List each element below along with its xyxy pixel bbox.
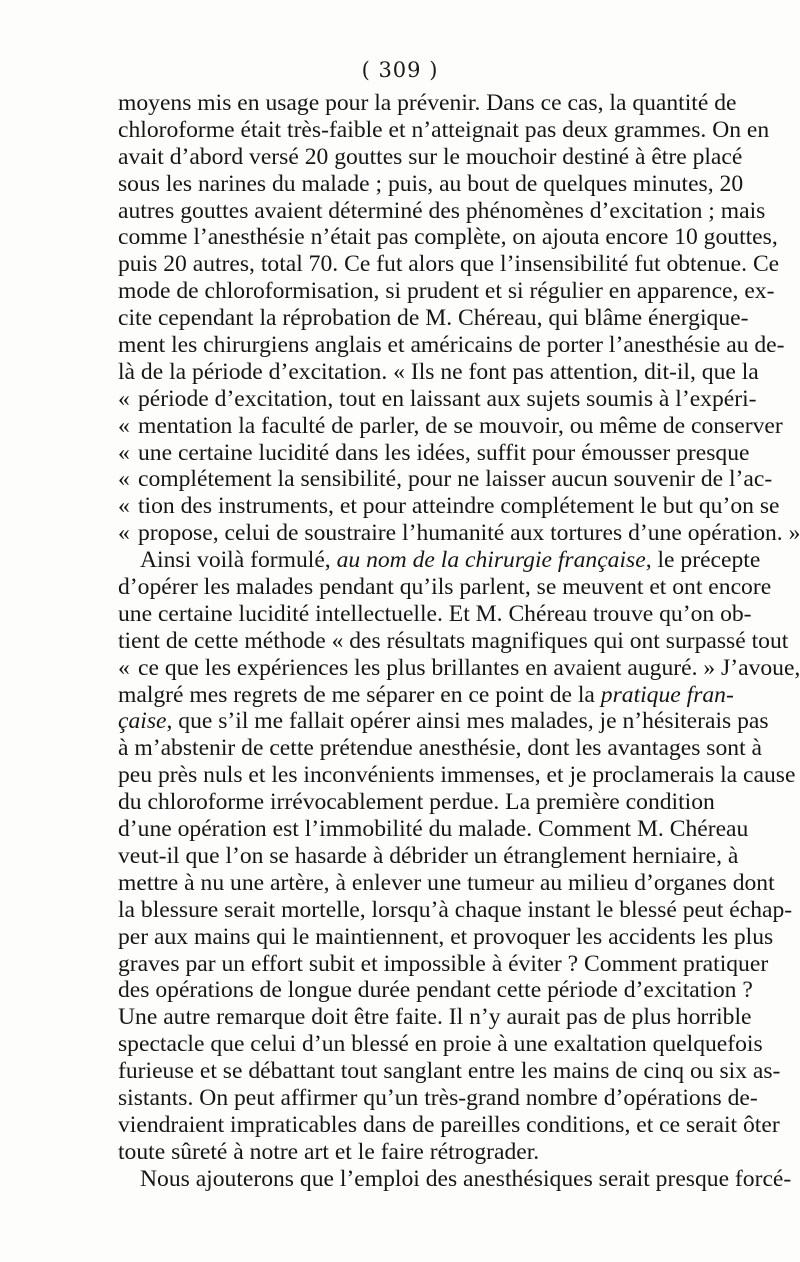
line-text: furieuse et se débattant tout sanglant entre les mains de cinq ou six as- — [118, 1058, 781, 1085]
line-text: du chloroforme irrévocablement perdue. La première condition — [118, 789, 715, 816]
quote-mark: « — [118, 654, 130, 681]
line-text: complétement la sensibilité, pour ne laisser aucun souvenir de l’ac- — [138, 466, 773, 493]
text-line — [118, 547, 761, 574]
quote-mark: « — [118, 520, 130, 547]
line-text: à m’abstenir de cette prétendue anesthésie, dont les avantages sont à — [118, 735, 762, 762]
text-line — [118, 1031, 763, 1058]
text-line — [118, 681, 734, 709]
line-text: malgré mes regrets de me séparer en ce point de la — [118, 681, 601, 708]
line-text: Nous ajouterons que l’emploi des anesthésiques serait presque forcé- — [140, 1165, 792, 1192]
line-text: mode de chloroformisation, si prudent et si régulier en apparence, ex- — [118, 278, 775, 305]
line-text: per aux mains qui le maintiennent, et provoquer les accidents les plus — [118, 923, 774, 950]
italic-text: au nom de la chirurgie française — [336, 547, 646, 574]
text-line — [118, 385, 757, 413]
text-line — [118, 224, 778, 251]
line-text: puis 20 autres, total 70. Ce fut alors que l’insensibilité fut obtenue. Ce — [118, 251, 780, 278]
text-line — [118, 842, 739, 870]
line-text: graves par un effort subit et impossible à éviter ? Comment pratiquer — [118, 950, 769, 977]
text-line — [118, 170, 744, 198]
text-line — [118, 358, 759, 386]
text-line — [118, 1004, 752, 1031]
line-text: autres gouttes avaient déterminé des phénomènes d’excitation ; mais — [118, 197, 766, 224]
line-text: viendraient impraticables dans de pareilles conditions, et ce serait ôter — [118, 1111, 780, 1138]
text-line — [118, 305, 749, 332]
line-text: propose, celui de soustraire l’humanité aux tortures d’une opération. » — [138, 520, 800, 547]
line-text: chloroforme était très-faible et n’atteignait pas deux grammes. On en — [118, 116, 770, 143]
text-line — [118, 574, 772, 601]
line-text: une certaine lucidité intellectuelle. Et M. Chéreau trouve qu’on ob- — [118, 600, 752, 627]
line-text: comme l’anesthésie n’était pas complète, on ajouta encore 10 gouttes, — [118, 224, 778, 251]
line-text: sous les narines du malade ; puis, au bout de quelques minutes, 20 — [118, 170, 744, 197]
text-line — [118, 116, 770, 144]
line-text: , que s’il me fallait opérer ainsi mes malades, je n’hésiterais pas — [166, 708, 769, 735]
quote-mark: « — [118, 493, 130, 520]
line-text: cite cependant la réprobation de M. Chéreau, qui blâme énergique- — [118, 305, 749, 332]
text-line — [118, 332, 785, 359]
text-line — [118, 143, 743, 171]
line-text: d’opérer les malades pendant qu’ils parlent, se meuvent et ont encore — [118, 574, 772, 601]
text-line — [118, 654, 800, 682]
line-text: une certaine lucidité dans les idées, suffit pour émousser presque — [138, 439, 750, 466]
italic-text: çaise — [118, 708, 167, 735]
text-line — [118, 1165, 792, 1193]
text-line — [118, 90, 737, 117]
text-line — [118, 977, 753, 1004]
line-text: tion des instruments, et pour atteindre complétement le but qu’on se — [138, 493, 780, 520]
line-text: avait d’abord versé 20 gouttes sur le mouchoir destiné à être placé — [118, 143, 743, 170]
line-text: d’une opération est l’immobilité du malade. Comment M. Chéreau — [118, 816, 749, 843]
page-number: ( 309 ) — [361, 58, 439, 82]
line-text: la blessure serait mortelle, lorsqu’à chaque instant le blessé peut échap- — [118, 896, 793, 923]
line-text: Une autre remarque doit être faite. Il n’y aurait pas de plus horrible — [118, 1004, 752, 1031]
text-line — [118, 708, 769, 735]
line-text: tient de cette méthode « des résultats magnifiques qui ont surpassé tout — [118, 627, 789, 654]
text-line — [118, 950, 769, 978]
text-line — [118, 1058, 781, 1085]
text-line — [118, 278, 775, 305]
line-text: mettre à nu une artère, à enlever une tumeur au milieu d’organes dont — [118, 869, 775, 896]
text-line — [118, 735, 762, 762]
text-line — [118, 1084, 758, 1112]
quote-mark: « — [118, 385, 130, 412]
quote-mark: « — [118, 439, 130, 466]
text-line — [118, 412, 783, 440]
text-line — [118, 1139, 678, 1166]
line-text: ment les chirurgiens anglais et américains de porter l’anesthésie au de- — [118, 332, 785, 359]
text-line — [118, 923, 774, 951]
line-text: sistants. On peut affirmer qu’un très-grand nombre d’opérations de- — [118, 1084, 758, 1111]
text-line — [118, 493, 780, 520]
text-line — [118, 627, 789, 655]
text-line — [118, 869, 775, 897]
line-text: Ainsi voilà formulé, — [140, 547, 337, 574]
text-line — [118, 466, 773, 493]
text-line — [118, 251, 780, 278]
text-line — [118, 600, 752, 628]
italic-text: pratique fran- — [600, 681, 734, 708]
text-line — [118, 197, 766, 225]
text-line — [118, 789, 715, 816]
text-line — [118, 762, 796, 789]
text-line — [118, 896, 793, 924]
line-text: période d’excitation, tout en laissant aux sujets soumis à l’expéri- — [138, 385, 757, 412]
line-text: veut-il que l’on se hasarde à débrider un étranglement herniaire, à — [118, 842, 739, 869]
line-text: , le précepte — [645, 547, 761, 574]
line-text: spectacle que celui d’un blessé en proie à une exaltation quelquefois — [118, 1031, 763, 1058]
quote-mark: « — [118, 466, 130, 493]
text-line — [118, 1111, 780, 1139]
text-line — [118, 520, 800, 547]
body-text — [118, 90, 800, 1193]
line-text: peu près nuls et les inconvénients immenses, et je proclamerais la cause — [118, 762, 796, 789]
line-text: mentation la faculté de parler, de se mouvoir, ou même de conserver — [138, 412, 783, 439]
text-line — [118, 439, 750, 467]
line-text: des opérations de longue durée pendant cette période d’excitation ? — [118, 977, 753, 1004]
text-line — [118, 816, 749, 843]
line-text: ce que les expériences les plus brillantes en avaient auguré. » J’avoue, — [138, 654, 800, 681]
line-text: moyens mis en usage pour la prévenir. Dans ce cas, la quantité de — [118, 90, 737, 116]
line-text: là de la période d’excitation. « Ils ne font pas attention, dit-il, que la — [118, 358, 759, 385]
quote-mark: « — [118, 412, 130, 439]
line-text: toute sûreté à notre art et le faire rétrograder. — [118, 1138, 540, 1165]
